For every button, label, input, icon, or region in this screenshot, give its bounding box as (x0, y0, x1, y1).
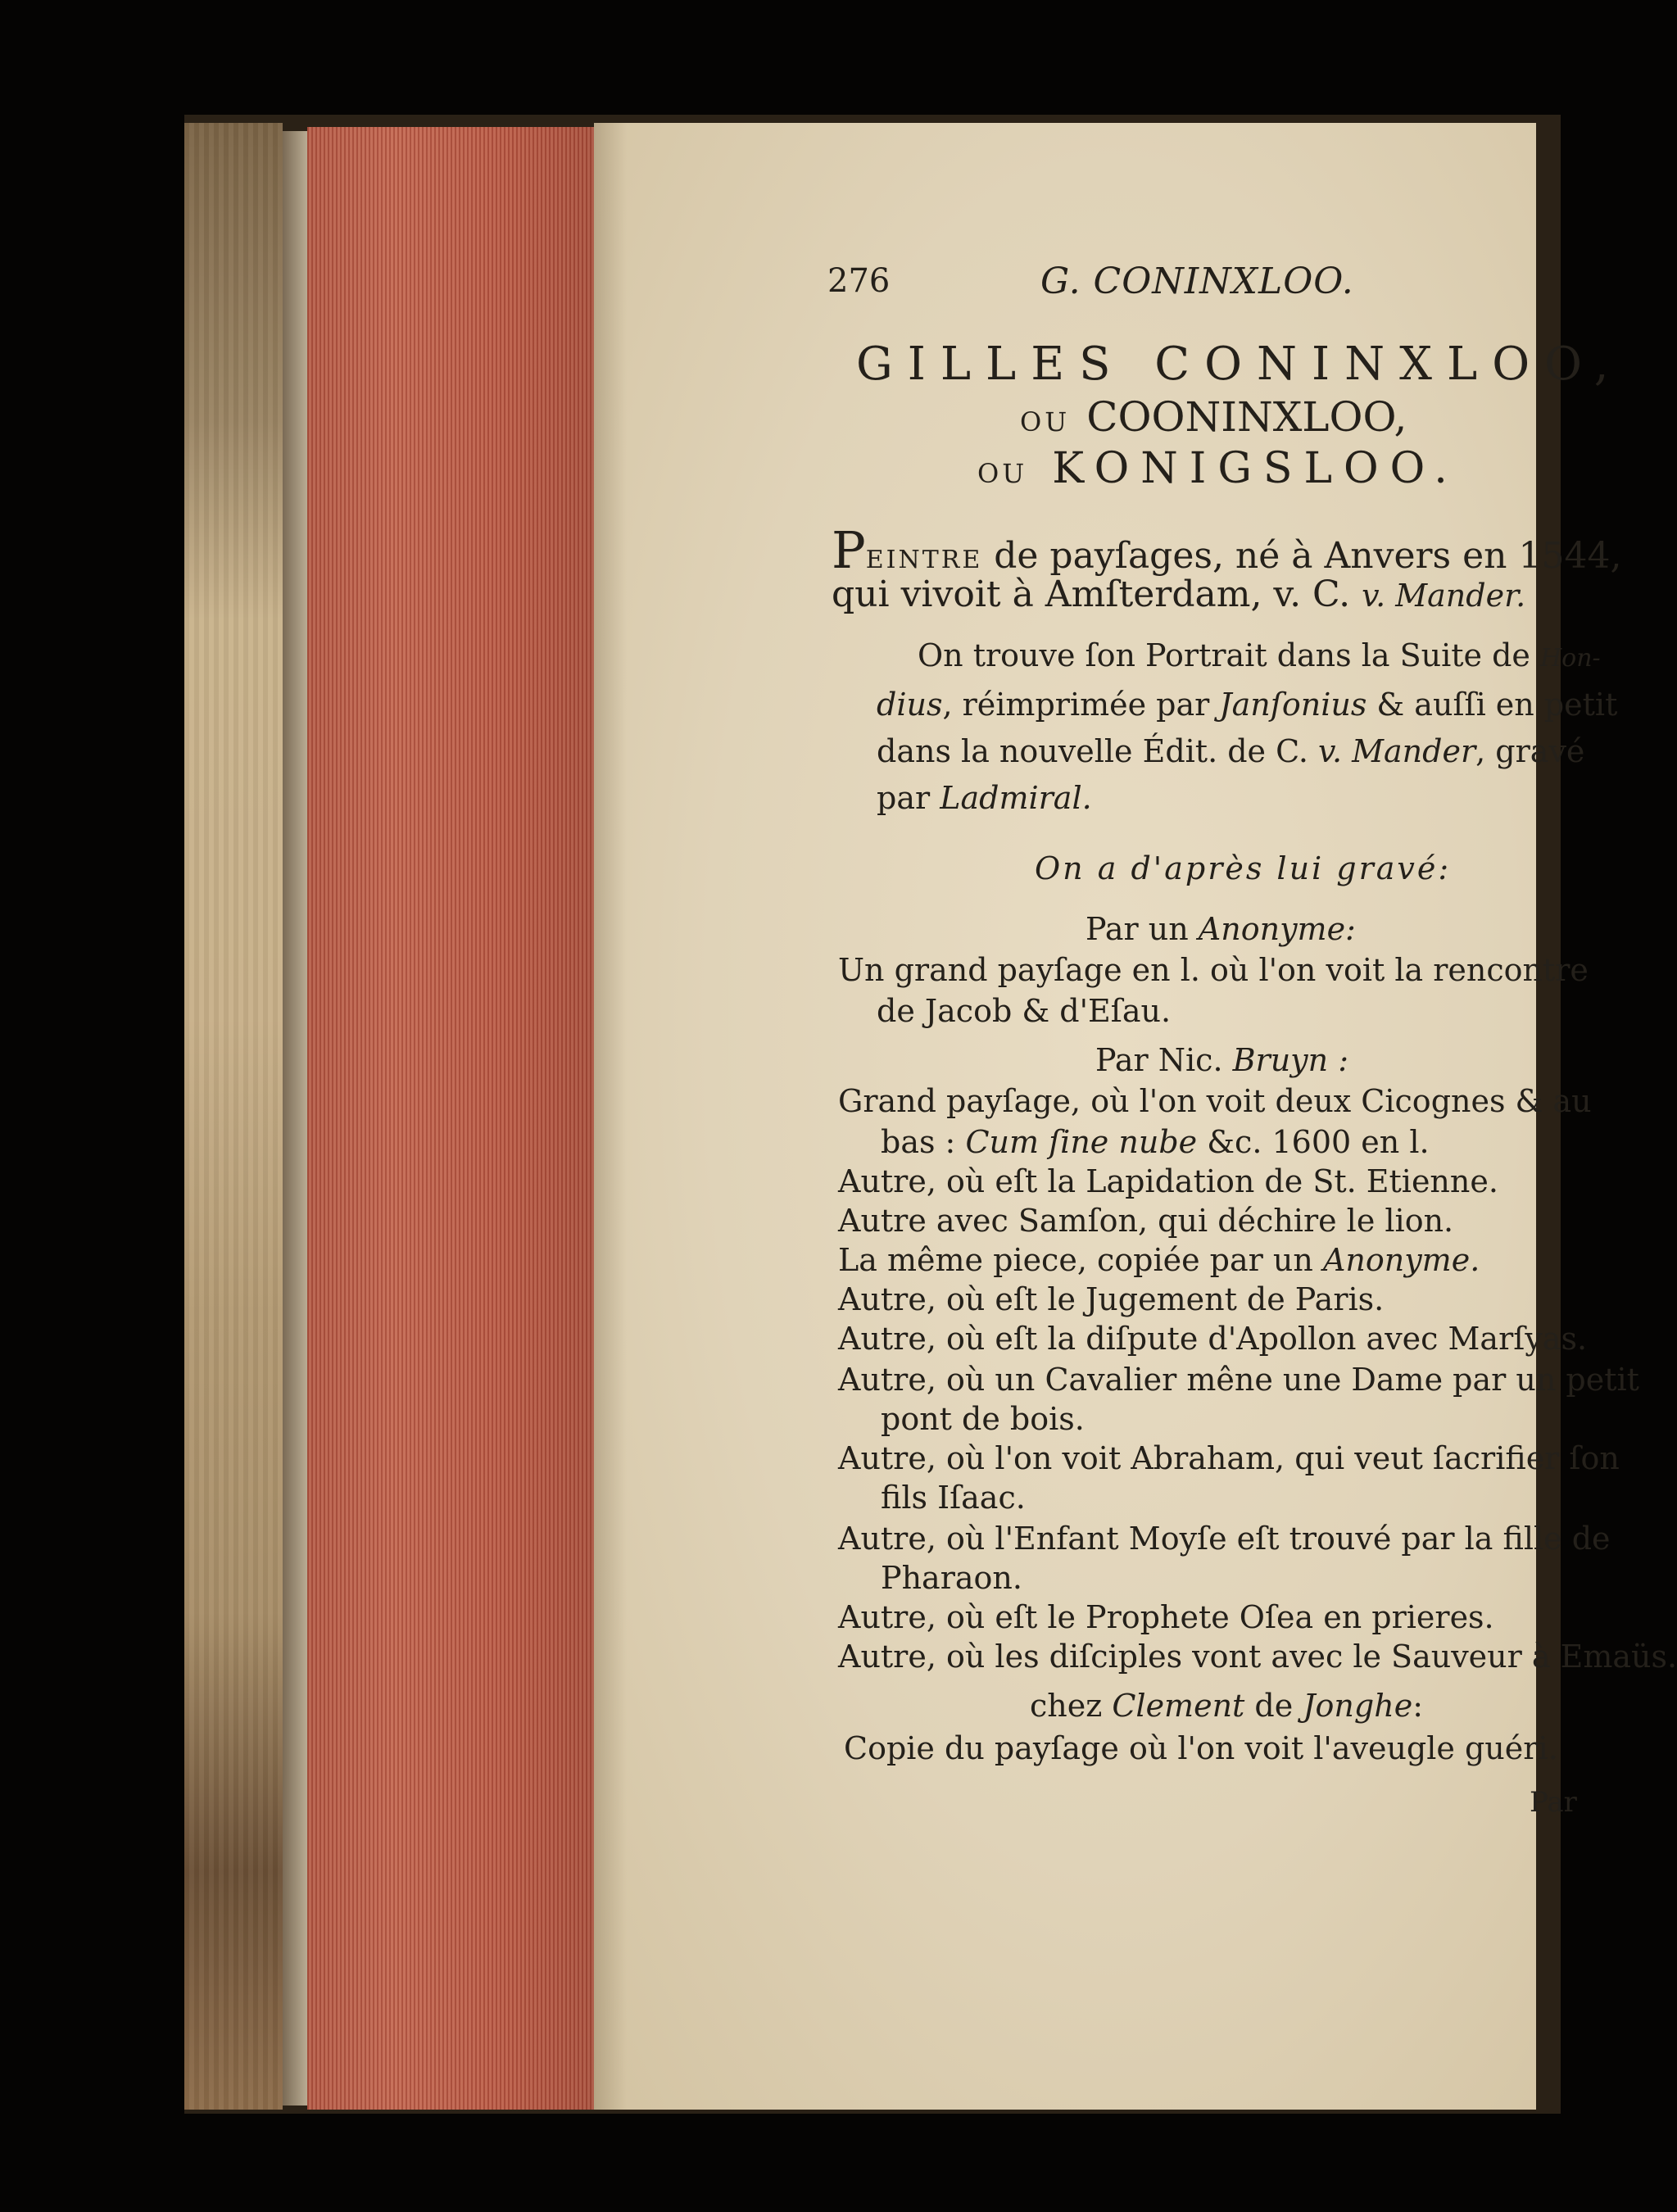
portrait-line-3-italic: v. Mander (1318, 733, 1476, 769)
intro-smallcaps: EINTRE (865, 546, 983, 574)
title-line-1: GILLES CONINXLOO, (856, 338, 1624, 391)
list-item: Autre, où l'Enfant Moyſe eſt trouvé par la fille de (838, 1521, 1611, 1557)
intro-line-2-text: qui vivoit à Amſterdam, v. C. (832, 573, 1362, 615)
section-3-heading-text-3: : (1412, 1688, 1423, 1724)
portrait-line-1 (918, 637, 1601, 673)
list-item: Autre, où les diſciples vont avec le Sauveur à Emaüs. (838, 1639, 1677, 1675)
portrait-line-3-text-1: dans la nouvelle Édit. de C. (877, 733, 1318, 769)
list-item: Autre avec Samſon, qui déchire le lion. (838, 1203, 1454, 1239)
portrait-line-1-italic: Hon- (1540, 644, 1601, 673)
section-1-line-1: Un grand payſage en l. où l'on voit la rencontre (838, 952, 1589, 988)
section-1-heading-text: Par un (1086, 911, 1199, 947)
intro-line-1-text: de payſages, né à Anvers en 1544, (982, 535, 1622, 577)
intro-line-2 (832, 573, 1525, 615)
section-1-line-2: de Jacob & d'Eſau. (877, 993, 1172, 1029)
section-3-heading-italic-1: Clement (1112, 1688, 1245, 1724)
section-3-heading-text-1: chez (1030, 1688, 1113, 1724)
section-3-heading (1030, 1688, 1423, 1724)
intro-line-2-italic: v. Mander. (1362, 578, 1526, 614)
portrait-line-4-italic: Ladmiral. (940, 780, 1092, 816)
running-head: G. CONINXLOO. (1040, 261, 1354, 302)
list-item-text: bas : (881, 1124, 966, 1160)
portrait-line-2-italic-1: dius (877, 687, 943, 723)
portrait-line-2 (877, 687, 1617, 723)
section-3-line-1: Copie du payſage où l'on voit l'aveugle guéri. (844, 1730, 1558, 1766)
title-line-3 (977, 444, 1459, 493)
section-3-heading-italic-2: Jonghe (1303, 1688, 1413, 1724)
portrait-line-2-text-1: , réimprimée par (942, 687, 1220, 723)
intro-dropcap: P (832, 520, 866, 580)
red-page-edges (307, 127, 594, 2110)
section-2-heading-italic: Bruyn : (1232, 1042, 1348, 1078)
portrait-line-2-italic-2: Janſonius (1219, 687, 1367, 723)
list-item: Autre, où eſt la Lapidation de St. Etienne. (838, 1163, 1498, 1199)
list-item-continuation: fils Iſaac. (881, 1480, 1026, 1516)
list-item-continuation: Pharaon. (881, 1560, 1022, 1596)
list-item: Autre, où l'on voit Abraham, qui veut ſacrifier ſon (838, 1440, 1620, 1476)
cover-board-edge (283, 131, 307, 2105)
book-spine (184, 123, 283, 2110)
title-line-2-prefix: OU (1020, 406, 1071, 437)
engraved-heading: On a d'après lui gravé: (1035, 850, 1452, 886)
list-item-text: &c. 1600 en l. (1197, 1124, 1430, 1160)
catchword: Par (1530, 1786, 1577, 1819)
portrait-line-3 (877, 733, 1584, 769)
list-item: Autre, où un Cavalier mêne une Dame par un petit (838, 1362, 1639, 1398)
list-item: Autre, où eſt la diſpute d'Apollon avec Marſyas. (838, 1321, 1588, 1357)
title-line-3-prefix: OU (977, 458, 1028, 489)
list-item: Autre, où eſt le Jugement de Paris. (838, 1281, 1385, 1317)
list-item: Grand payſage, où l'on voit deux Cicognes & au (838, 1083, 1592, 1119)
portrait-line-4-text: par (877, 780, 940, 816)
intro-line-1 (832, 520, 1621, 580)
list-item-text: La même piece, copiée par un (838, 1242, 1323, 1278)
list-item (838, 1242, 1480, 1278)
title-line-3-name: KONIGSLOO. (1052, 444, 1459, 493)
portrait-line-1-text: On trouve ſon Portrait dans la Suite de (918, 637, 1540, 673)
list-item-italic: Cum ſine nube (965, 1124, 1198, 1160)
section-3-heading-text-2: de (1244, 1688, 1303, 1724)
list-item: Autre, où eſt le Prophete Oſea en prieres. (838, 1599, 1494, 1635)
section-2-heading-text: Par Nic. (1095, 1042, 1233, 1078)
section-1-heading-italic: Anonyme: (1198, 911, 1356, 947)
portrait-line-4 (877, 780, 1092, 816)
list-item-continuation: pont de bois. (881, 1401, 1085, 1437)
list-item-italic: Anonyme. (1322, 1242, 1480, 1278)
book-page (594, 123, 1677, 2110)
section-1-heading (1086, 911, 1356, 947)
section-2-heading (1095, 1042, 1348, 1078)
title-line-2-name: COONINXLOO, (1086, 393, 1407, 441)
page-number: 276 (827, 262, 891, 300)
portrait-line-2-text-2: & auſſi en petit (1367, 687, 1618, 723)
portrait-line-3-text-2: , gravé (1475, 733, 1585, 769)
list-item-continuation (881, 1124, 1430, 1160)
title-line-2 (1020, 393, 1407, 441)
